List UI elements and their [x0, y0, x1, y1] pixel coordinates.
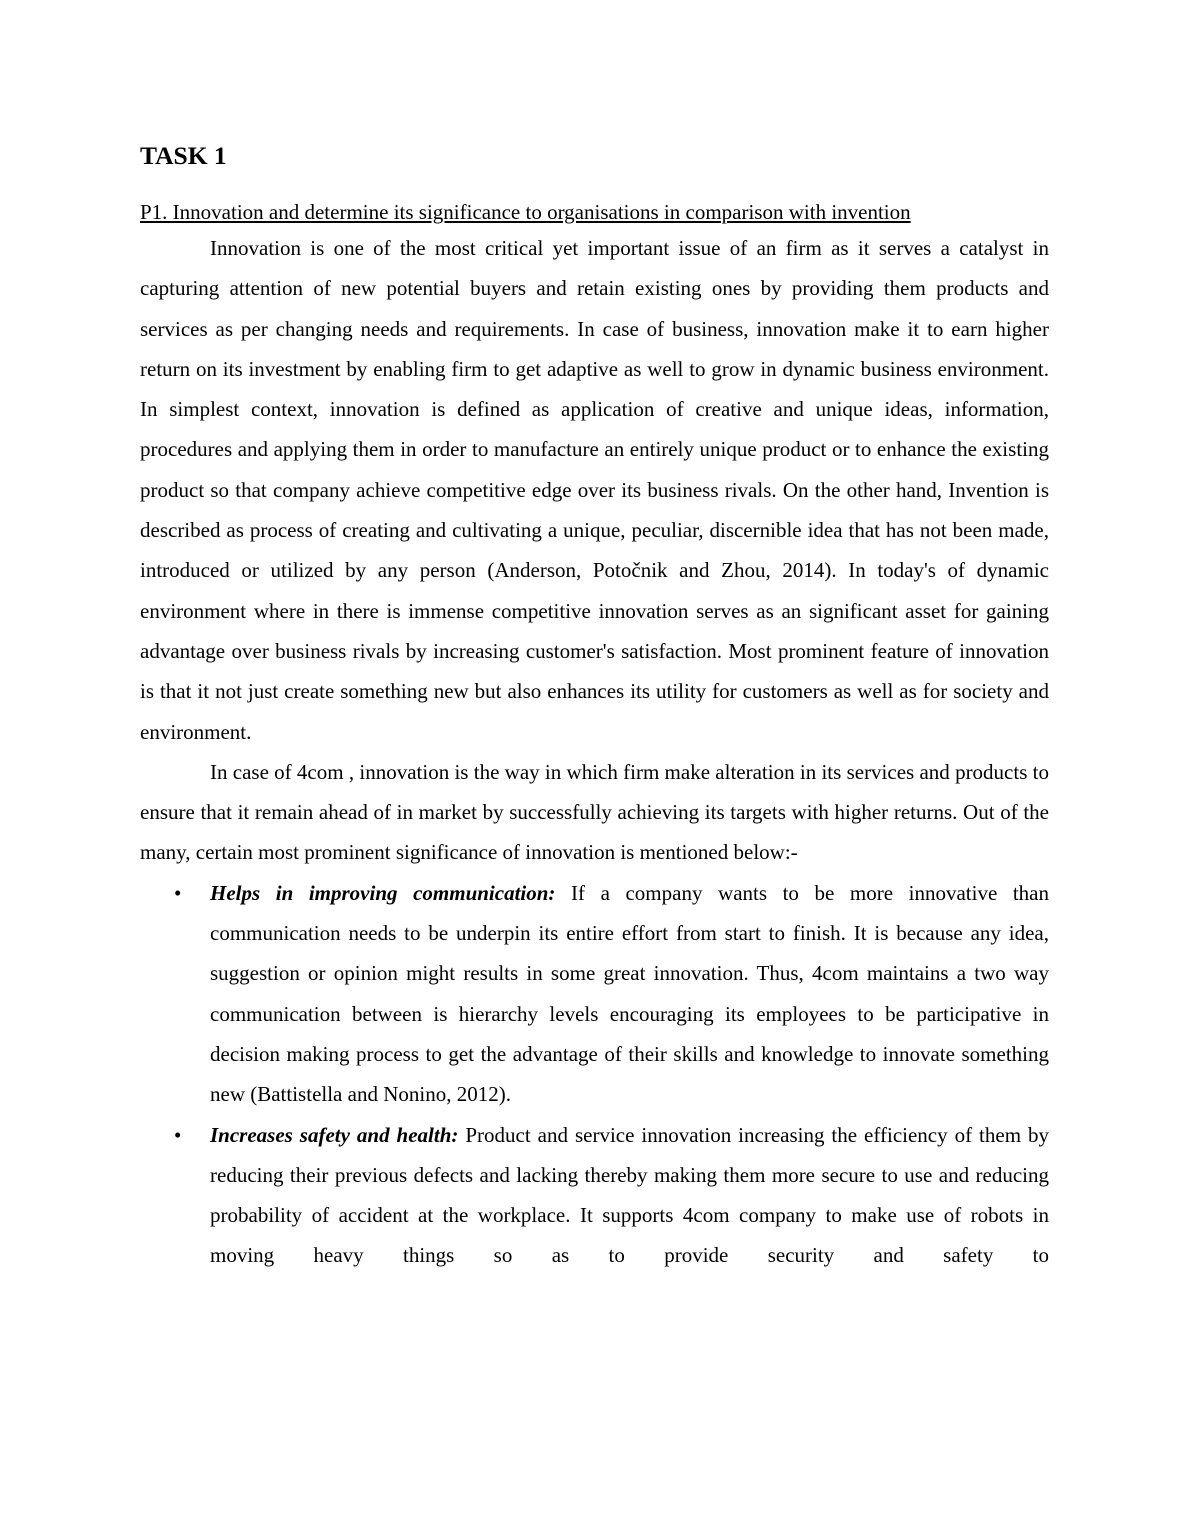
bullet-icon: •	[174, 880, 182, 905]
significance-list	[140, 873, 1049, 1276]
list-item-text: Product and service innovation increasing the efficiency of them by reducing their previous defects and lacking thereby making them more secure to use and reducing probability of accident at the workplace. It supports 4com company to make use of robots in moving heavy things so as to provide security and safety to	[210, 1122, 1049, 1268]
list-item	[140, 873, 1049, 1115]
bullet-icon: •	[174, 1122, 182, 1147]
section-subheading: P1. Innovation and determine its significance to organisations in comparison with invention	[140, 200, 911, 224]
document-page	[140, 138, 1049, 1276]
paragraph-innovation-definition: Innovation is one of the most critical yet important issue of an firm as it serves a catalyst in capturing attention of new potential buyers and retain existing ones by providing them products and services as per changing needs and requirements. In case of business, innovation make it to earn higher return on its investment by enabling firm to get adaptive as well to grow in dynamic business environment. In simplest context, innovation is defined as application of creative and unique ideas, information, procedures and applying them in order to manufacture an entirely unique product or to enhance the existing product so that company achieve competitive edge over its business rivals. On the other hand, Invention is described as process of creating and cultivating a unique, peculiar, discernible idea that has not been made, introduced or utilized by any person (Anderson, Potočnik and Zhou, 2014). In today's of dynamic environment where in there is immense competitive innovation serves as an significant asset for gaining advantage over business rivals by increasing customer's satisfaction. Most prominent feature of innovation is that it not just create something new but also enhances its utility for customers as well as for society and environment.	[140, 236, 1049, 744]
page-heading: TASK 1	[140, 141, 227, 170]
list-item	[140, 1115, 1049, 1276]
list-item-title: Increases safety and health:	[210, 1122, 459, 1147]
paragraph-4com-innovation: In case of 4com , innovation is the way in which firm make alteration in its services and products to ensure that it remain ahead of in market by successfully achieving its targets with higher returns. Out of the many, certain most prominent significance of innovation is mentioned below:-	[140, 759, 1049, 865]
list-item-text: If a company wants to be more innovative than communication needs to be underpin its entire effort from start to finish. It is because any idea, suggestion or opinion might results in some great innovation. Thus, 4com maintains a two way communication between is hierarchy levels encouraging its employees to be participative in decision making process to get the advantage of their skills and knowledge to innovate something new (Battistella and Nonino, 2012).	[210, 880, 1049, 1107]
list-item-title: Helps in improving communication:	[210, 880, 556, 905]
